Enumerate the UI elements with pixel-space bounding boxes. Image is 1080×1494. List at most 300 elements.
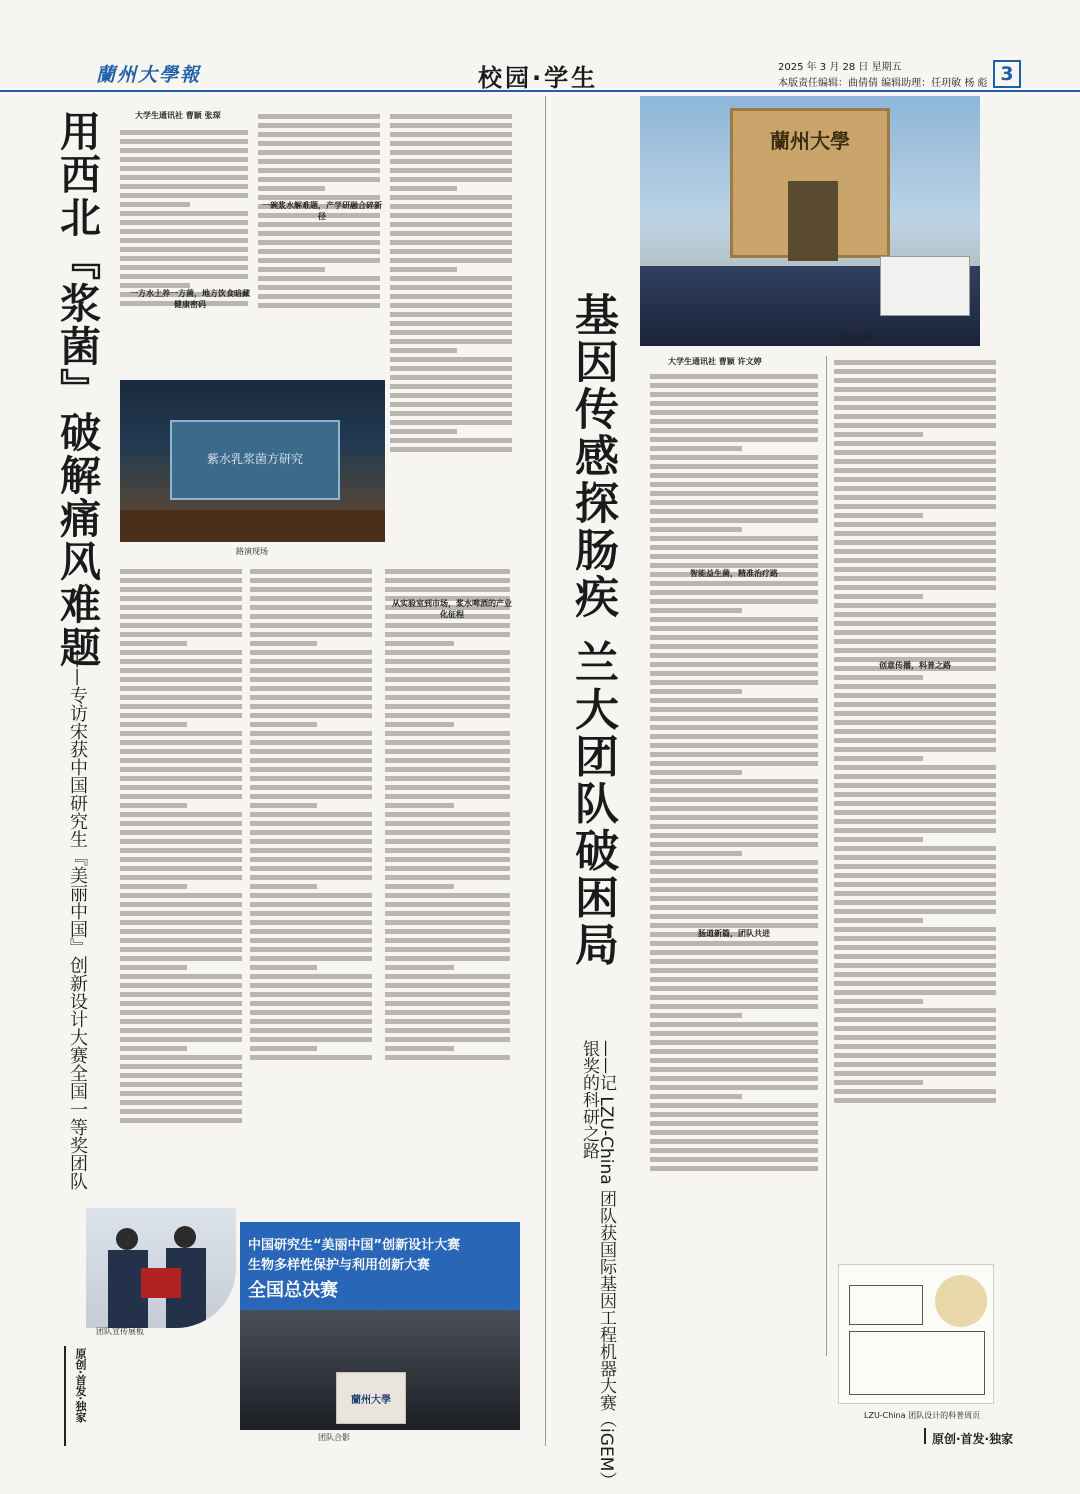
text-line <box>120 938 242 943</box>
text-line <box>250 902 372 907</box>
text-line <box>650 815 818 820</box>
text-line <box>390 330 512 335</box>
text-line <box>385 911 510 916</box>
text-line <box>834 540 996 545</box>
text-line <box>385 767 510 772</box>
text-line <box>650 401 818 406</box>
text-line <box>250 929 372 934</box>
text-line <box>650 626 818 631</box>
page-number: 3 <box>993 60 1021 88</box>
stage-screen <box>170 420 340 500</box>
text-line <box>120 902 242 907</box>
text-line <box>650 806 818 811</box>
text-line <box>834 549 996 554</box>
text-line <box>834 1044 996 1049</box>
comic-character <box>935 1275 987 1327</box>
team-flag <box>880 256 970 316</box>
text-line <box>650 1130 818 1135</box>
article1-footer-tag: 原创·首发·独家 <box>74 1348 87 1423</box>
text-line <box>250 659 372 664</box>
text-line <box>258 150 380 155</box>
text-line <box>120 965 187 970</box>
text-line <box>120 893 242 898</box>
text-line <box>250 641 317 646</box>
text-line <box>385 623 510 628</box>
text-line <box>120 866 242 871</box>
text-line <box>250 821 372 826</box>
text-line <box>390 168 512 173</box>
text-line <box>650 1058 818 1063</box>
text-line <box>385 1055 510 1060</box>
text-line <box>385 857 510 862</box>
text-line <box>390 420 512 425</box>
text-line <box>650 1076 818 1081</box>
text-line <box>390 213 512 218</box>
text-line <box>385 839 510 844</box>
text-line <box>250 938 372 943</box>
text-line <box>120 1064 242 1069</box>
text-line <box>834 909 996 914</box>
text-line <box>250 884 317 889</box>
caption-board: 团队宣传展板 <box>96 1327 144 1336</box>
text-line <box>258 159 380 164</box>
text-line <box>120 758 242 763</box>
text-line <box>250 758 372 763</box>
text-line <box>385 740 510 745</box>
text-line <box>120 148 248 153</box>
roadshow-photo <box>120 380 385 542</box>
text-line <box>834 738 996 743</box>
text-line <box>650 959 818 964</box>
text-line <box>650 797 818 802</box>
text-line <box>650 986 818 991</box>
text-line <box>120 202 190 207</box>
text-line <box>390 258 512 263</box>
text-line <box>385 866 510 871</box>
text-line <box>258 276 380 281</box>
text-line <box>834 810 996 815</box>
text-line <box>834 459 996 464</box>
text-line <box>250 1046 317 1051</box>
text-line <box>385 731 510 736</box>
text-line <box>650 770 742 775</box>
text-line <box>650 1148 818 1153</box>
text-line <box>120 587 242 592</box>
text-line <box>650 455 818 460</box>
certificate <box>141 1268 181 1298</box>
text-line <box>250 839 372 844</box>
text-line <box>120 920 242 925</box>
text-line <box>650 419 818 424</box>
text-line <box>650 788 818 793</box>
text-line <box>834 522 996 527</box>
text-line <box>834 1089 996 1094</box>
text-line <box>120 956 242 961</box>
text-line <box>120 157 248 162</box>
text-line <box>250 830 372 835</box>
text-line <box>258 231 380 236</box>
text-line <box>834 468 996 473</box>
text-line <box>390 375 512 380</box>
text-line <box>650 869 818 874</box>
text-line <box>650 824 818 829</box>
text-line <box>390 150 512 155</box>
text-line <box>650 977 818 982</box>
text-line <box>834 558 996 563</box>
text-line <box>834 981 996 986</box>
text-line <box>250 578 372 583</box>
text-line <box>120 875 242 880</box>
text-line <box>650 446 742 451</box>
text-line <box>120 740 242 745</box>
text-line <box>390 348 457 353</box>
text-line <box>120 1037 242 1042</box>
text-line <box>250 776 372 781</box>
text-line <box>650 1085 818 1090</box>
text-line <box>120 749 242 754</box>
text-line <box>258 267 325 272</box>
text-line <box>120 175 248 180</box>
text-line <box>390 357 512 362</box>
text-line <box>650 914 818 919</box>
text-line <box>385 965 454 970</box>
text-line <box>390 276 512 281</box>
text-line <box>120 830 242 835</box>
text-line <box>120 848 242 853</box>
text-line <box>834 1017 996 1022</box>
text-line <box>120 1055 242 1060</box>
text-line <box>250 1019 372 1024</box>
text-line <box>250 650 372 655</box>
text-line <box>834 1062 996 1067</box>
text-line <box>650 725 818 730</box>
text-line <box>834 963 996 968</box>
article1-byline: 大学生通讯社 曹颖 张琛 <box>135 111 221 120</box>
school-gate <box>730 108 890 258</box>
text-line <box>650 833 818 838</box>
column-separator <box>826 356 827 1356</box>
text-line <box>120 256 248 261</box>
text-line <box>120 1091 242 1096</box>
article1-col2 <box>258 110 380 380</box>
article1-col5 <box>250 565 372 1225</box>
text-line <box>120 211 248 216</box>
text-line <box>650 716 818 721</box>
final-group-photo <box>240 1222 520 1430</box>
text-line <box>834 972 996 977</box>
text-line <box>650 464 818 469</box>
text-line <box>834 720 996 725</box>
text-line <box>650 473 818 478</box>
section-title: 校园·学生 <box>478 64 599 92</box>
text-line <box>650 950 818 955</box>
text-line <box>258 303 380 308</box>
article2-section-head-2: 肠道新篇，团队共进 <box>698 929 770 938</box>
text-line <box>390 114 512 119</box>
caption-roadshow: 路演现场 <box>236 547 268 556</box>
text-line <box>120 947 242 952</box>
text-line <box>385 632 510 637</box>
flag-text: 蘭州大學 <box>351 1395 391 1406</box>
text-line <box>120 641 187 646</box>
text-line <box>390 195 512 200</box>
footer-bar <box>924 1428 926 1444</box>
text-line <box>650 1049 818 1054</box>
text-line <box>120 812 242 817</box>
text-line <box>650 374 818 379</box>
masthead <box>0 0 1080 92</box>
text-line <box>390 294 512 299</box>
text-line <box>650 410 818 415</box>
text-line <box>250 686 372 691</box>
text-line <box>650 392 818 397</box>
text-line <box>834 621 996 626</box>
text-line <box>834 396 996 401</box>
text-line <box>390 438 512 443</box>
text-line <box>390 159 512 164</box>
text-line <box>120 803 187 808</box>
text-line <box>834 927 996 932</box>
text-line <box>650 527 742 532</box>
text-line <box>650 1031 818 1036</box>
text-line <box>250 623 372 628</box>
text-line <box>834 639 996 644</box>
article1-section-head-2: 一碗浆水解难题，产学研融合碎新径 <box>262 201 382 221</box>
text-line <box>120 265 248 270</box>
text-line <box>834 918 923 923</box>
text-line <box>834 612 996 617</box>
text-line <box>650 1040 818 1045</box>
text-line <box>120 1010 242 1015</box>
text-line <box>650 752 818 757</box>
text-line <box>390 429 457 434</box>
text-line <box>385 920 510 925</box>
text-line <box>385 749 510 754</box>
text-line <box>834 1071 996 1076</box>
text-line <box>834 873 996 878</box>
text-line <box>650 1067 818 1072</box>
text-line <box>385 641 454 646</box>
stage-floor <box>120 510 385 542</box>
text-line <box>834 1098 996 1103</box>
text-line <box>385 902 510 907</box>
text-line <box>120 767 242 772</box>
text-line <box>120 238 248 243</box>
text-line <box>390 285 512 290</box>
article2-col2 <box>834 356 996 1356</box>
text-line <box>834 783 996 788</box>
text-line <box>390 231 512 236</box>
text-line <box>385 803 454 808</box>
stage-screen-text: 紫水乳浆菌方研究 <box>206 452 303 466</box>
text-line <box>385 821 510 826</box>
text-line <box>834 603 996 608</box>
text-line <box>650 1004 818 1009</box>
text-line <box>390 249 512 254</box>
text-line <box>120 695 242 700</box>
text-line <box>834 576 996 581</box>
text-line <box>650 743 818 748</box>
text-line <box>650 941 818 946</box>
text-line <box>834 504 996 509</box>
date-line: 2025 年 3 月 28 日 星期五 <box>778 62 902 73</box>
text-line <box>390 141 512 146</box>
article1-col6 <box>385 565 510 1225</box>
text-line <box>834 792 996 797</box>
text-line <box>258 141 380 146</box>
article2-subheadline: ——记 LZU-China 团队获国际基因工程机器大赛（iGEM）银奖的科研之路 <box>579 1040 616 1489</box>
text-line <box>650 608 742 613</box>
text-line <box>385 587 510 592</box>
text-line <box>390 312 512 317</box>
text-line <box>650 545 818 550</box>
text-line <box>390 393 512 398</box>
text-line <box>120 1073 242 1078</box>
text-line <box>834 711 996 716</box>
newspaper-logo: 蘭州大學報 <box>96 64 202 86</box>
text-line <box>120 247 248 252</box>
text-line <box>250 875 372 880</box>
article1-headline: 用西北『浆菌』破解痛风难题 <box>53 110 101 669</box>
text-line <box>120 686 242 691</box>
text-line <box>120 623 242 628</box>
text-line <box>120 596 242 601</box>
text-line <box>120 130 248 135</box>
text-line <box>385 578 510 583</box>
text-line <box>120 983 242 988</box>
text-line <box>120 839 242 844</box>
text-line <box>385 812 510 817</box>
text-line <box>120 1100 242 1105</box>
text-line <box>834 891 996 896</box>
person-head <box>174 1226 196 1248</box>
text-line <box>258 114 380 119</box>
text-line <box>834 900 996 905</box>
text-line <box>834 936 996 941</box>
text-line <box>650 383 818 388</box>
article1-col3 <box>390 110 512 570</box>
text-line <box>834 450 996 455</box>
text-line <box>250 713 372 718</box>
text-line <box>250 749 372 754</box>
gate-photo <box>640 96 980 346</box>
text-line <box>120 605 242 610</box>
text-line <box>650 500 818 505</box>
comic-panel <box>849 1331 985 1395</box>
text-line <box>834 594 923 599</box>
text-line <box>120 220 248 225</box>
text-line <box>390 240 512 245</box>
text-line <box>390 339 512 344</box>
banner-text-3: 全国总决赛 <box>248 1280 338 1301</box>
text-line <box>834 585 996 590</box>
text-line <box>385 677 510 682</box>
article2-section-head-1: 智能益生菌，精准治疗路 <box>690 569 778 578</box>
text-line <box>385 650 510 655</box>
text-line <box>650 644 818 649</box>
text-line <box>120 677 242 682</box>
person-head <box>116 1228 138 1250</box>
text-line <box>250 1037 372 1042</box>
text-line <box>834 405 996 410</box>
text-line <box>650 518 818 523</box>
text-line <box>385 875 510 880</box>
text-line <box>834 864 996 869</box>
text-line <box>834 855 996 860</box>
text-line <box>650 1121 818 1126</box>
text-line <box>834 954 996 959</box>
text-line <box>650 428 818 433</box>
text-line <box>834 882 996 887</box>
text-line <box>650 671 818 676</box>
text-line <box>120 1046 187 1051</box>
text-line <box>834 477 996 482</box>
text-line <box>250 956 372 961</box>
text-line <box>250 740 372 745</box>
text-line <box>385 884 454 889</box>
text-line <box>120 776 242 781</box>
text-line <box>385 569 510 574</box>
text-line <box>250 848 372 853</box>
text-line <box>650 1112 818 1117</box>
text-line <box>120 884 187 889</box>
text-line <box>120 659 242 664</box>
text-line <box>120 569 242 574</box>
text-line <box>834 801 996 806</box>
footer-bar <box>64 1346 66 1446</box>
text-line <box>390 321 512 326</box>
text-line <box>650 662 818 667</box>
text-line <box>390 267 457 272</box>
text-line <box>120 1109 242 1114</box>
text-line <box>385 992 510 997</box>
text-line <box>385 758 510 763</box>
text-line <box>834 846 996 851</box>
text-line <box>390 402 512 407</box>
text-line <box>385 695 510 700</box>
text-line <box>250 569 372 574</box>
text-line <box>834 414 996 419</box>
text-line <box>834 531 996 536</box>
column-separator <box>545 96 546 1446</box>
text-line <box>385 1037 510 1042</box>
article2-section-head-3: 创意传播，科普之路 <box>879 661 951 670</box>
text-line <box>385 848 510 853</box>
article1-section-head-1: 一方水土养一方菌，地方饮食暗藏健康密码 <box>130 289 250 309</box>
banner-text-1: 中国研究生“美丽中国”创新设计大赛 <box>248 1238 461 1253</box>
text-line <box>834 423 996 428</box>
text-line <box>250 596 372 601</box>
text-line <box>120 229 248 234</box>
text-line <box>250 1028 372 1033</box>
text-line <box>385 722 454 727</box>
text-line <box>250 857 372 862</box>
text-line <box>650 617 818 622</box>
text-line <box>650 536 818 541</box>
text-line <box>250 893 372 898</box>
text-line <box>258 285 380 290</box>
text-line <box>385 668 510 673</box>
text-line <box>120 911 242 916</box>
text-line <box>650 707 818 712</box>
text-line <box>650 1094 742 1099</box>
text-line <box>385 1019 510 1024</box>
text-line <box>258 249 380 254</box>
text-line <box>650 734 818 739</box>
text-line <box>650 1139 818 1144</box>
text-line <box>258 123 380 128</box>
text-line <box>385 929 510 934</box>
